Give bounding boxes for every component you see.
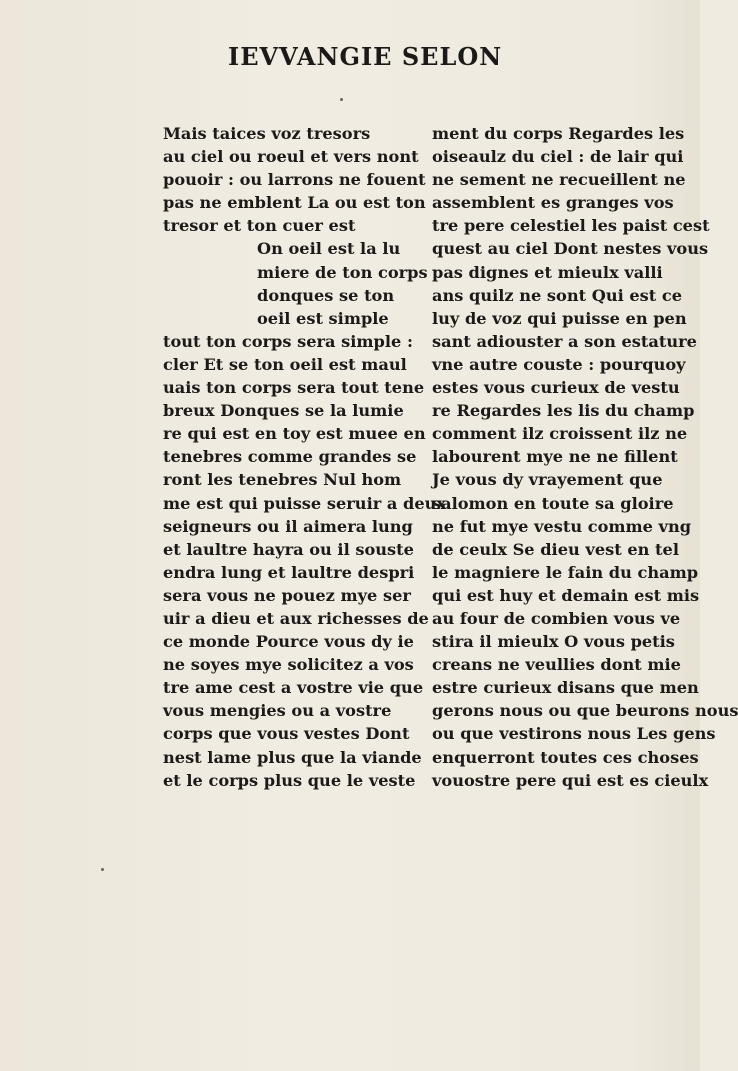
text-line: au four de combien vous ve [432,608,681,628]
text-line: pouoir : ou larrons ne fouent [163,170,426,190]
text-line: ne sement ne recueillent ne [432,170,686,190]
text-line: et le corps plus que le veste [163,770,416,790]
text-line: ne fut mye vestu comme vng [432,516,692,536]
text-line: miere de ton corps [257,262,428,282]
text-line: vne autre couste : pourquoy [432,354,686,374]
text-line: nest lame plus que la viande [163,747,422,767]
ink-speck [101,868,104,871]
text-line: ront les tenebres Nul hom [163,470,402,490]
text-line: vous mengies ou a vostre [163,701,392,721]
text-line: cler Et se ton oeil est maul [163,354,407,374]
text-line: ou que vestirons nous Les gens [432,724,716,744]
text-line: qui est huy et demain est mis [432,585,700,605]
running-header: IEVVANGIE SELON [228,42,503,71]
text-line: gerons nous ou que beurons nous [432,701,738,721]
text-line: donques se ton [257,285,395,305]
text-line: tre ame cest a vostre vie que [163,678,424,698]
text-line: au ciel ou roeul et vers nont [163,147,419,167]
text-line: tenebres comme grandes se [163,447,417,467]
text-line: tout ton corps sera simple : [163,331,413,351]
text-line: estes vous curieux de vestu [432,378,680,398]
text-line: On oeil est la lu [257,239,401,259]
text-line: et laultre hayra ou il souste [163,539,414,559]
text-line: pas ne emblent La ou est ton [163,193,426,213]
right-text-column [432,122,738,792]
text-line: enquerront toutes ces choses [432,747,699,767]
text-line: luy de voz qui puisse en pen [432,308,687,328]
text-line: seigneurs ou il aimera lung [163,516,413,536]
text-line: corps que vous vestes Dont [163,724,410,744]
text-line: labourent mye ne ne fillent [432,447,678,467]
text-line: ment du corps Regardes les [432,124,685,143]
text-line: ce monde Pource vous dy ie [163,632,414,652]
text-line: ans quilz ne sont Qui est ce [432,285,683,305]
text-line: quest au ciel Dont nestes vous [432,239,709,259]
text-line: Je vous dy vrayement que [432,470,663,490]
text-line: de ceulx Se dieu vest en tel [432,539,679,559]
text-line: Mais taices voz tresors [163,124,371,143]
text-line: salomon en toute sa gloire [432,493,674,513]
text-line: estre curieux disans que men [432,678,699,698]
text-line: tre pere celestiel les paist cest [432,216,710,236]
text-line: re Regardes les lis du champ [432,401,695,421]
text-line: creans ne veullies dont mie [432,655,681,675]
text-line: breux Donques se la lumie [163,401,404,421]
text-line: sera vous ne pouez mye ser [163,585,411,605]
text-line: comment ilz croissent ilz ne [432,424,688,444]
text-line: me est qui puisse seruir a deux [163,493,447,513]
ink-speck [340,98,343,101]
text-line: uir a dieu et aux richesses de [163,608,429,628]
text-line: tresor et ton cuer est [163,216,356,236]
text-line: vouostre pere qui est es cieulx [432,770,709,790]
left-text-column [163,122,447,792]
text-line: stira il mieulx O vous petis [432,632,675,652]
text-line: ne soyes mye solicitez a vos [163,655,414,675]
text-line: le magniere le fain du champ [432,562,699,582]
text-line: re qui est en toy est muee en [163,424,426,444]
text-line: sant adiouster a son estature [432,331,697,351]
text-line: uais ton corps sera tout tene [163,378,425,398]
text-line: oeil est simple [257,308,389,328]
text-line: oiseaulz du ciel : de lair qui [432,147,684,167]
text-line: assemblent es granges vos [432,193,674,213]
text-line: pas dignes et mieulx valli [432,262,663,282]
text-line: endra lung et laultre despri [163,562,415,582]
